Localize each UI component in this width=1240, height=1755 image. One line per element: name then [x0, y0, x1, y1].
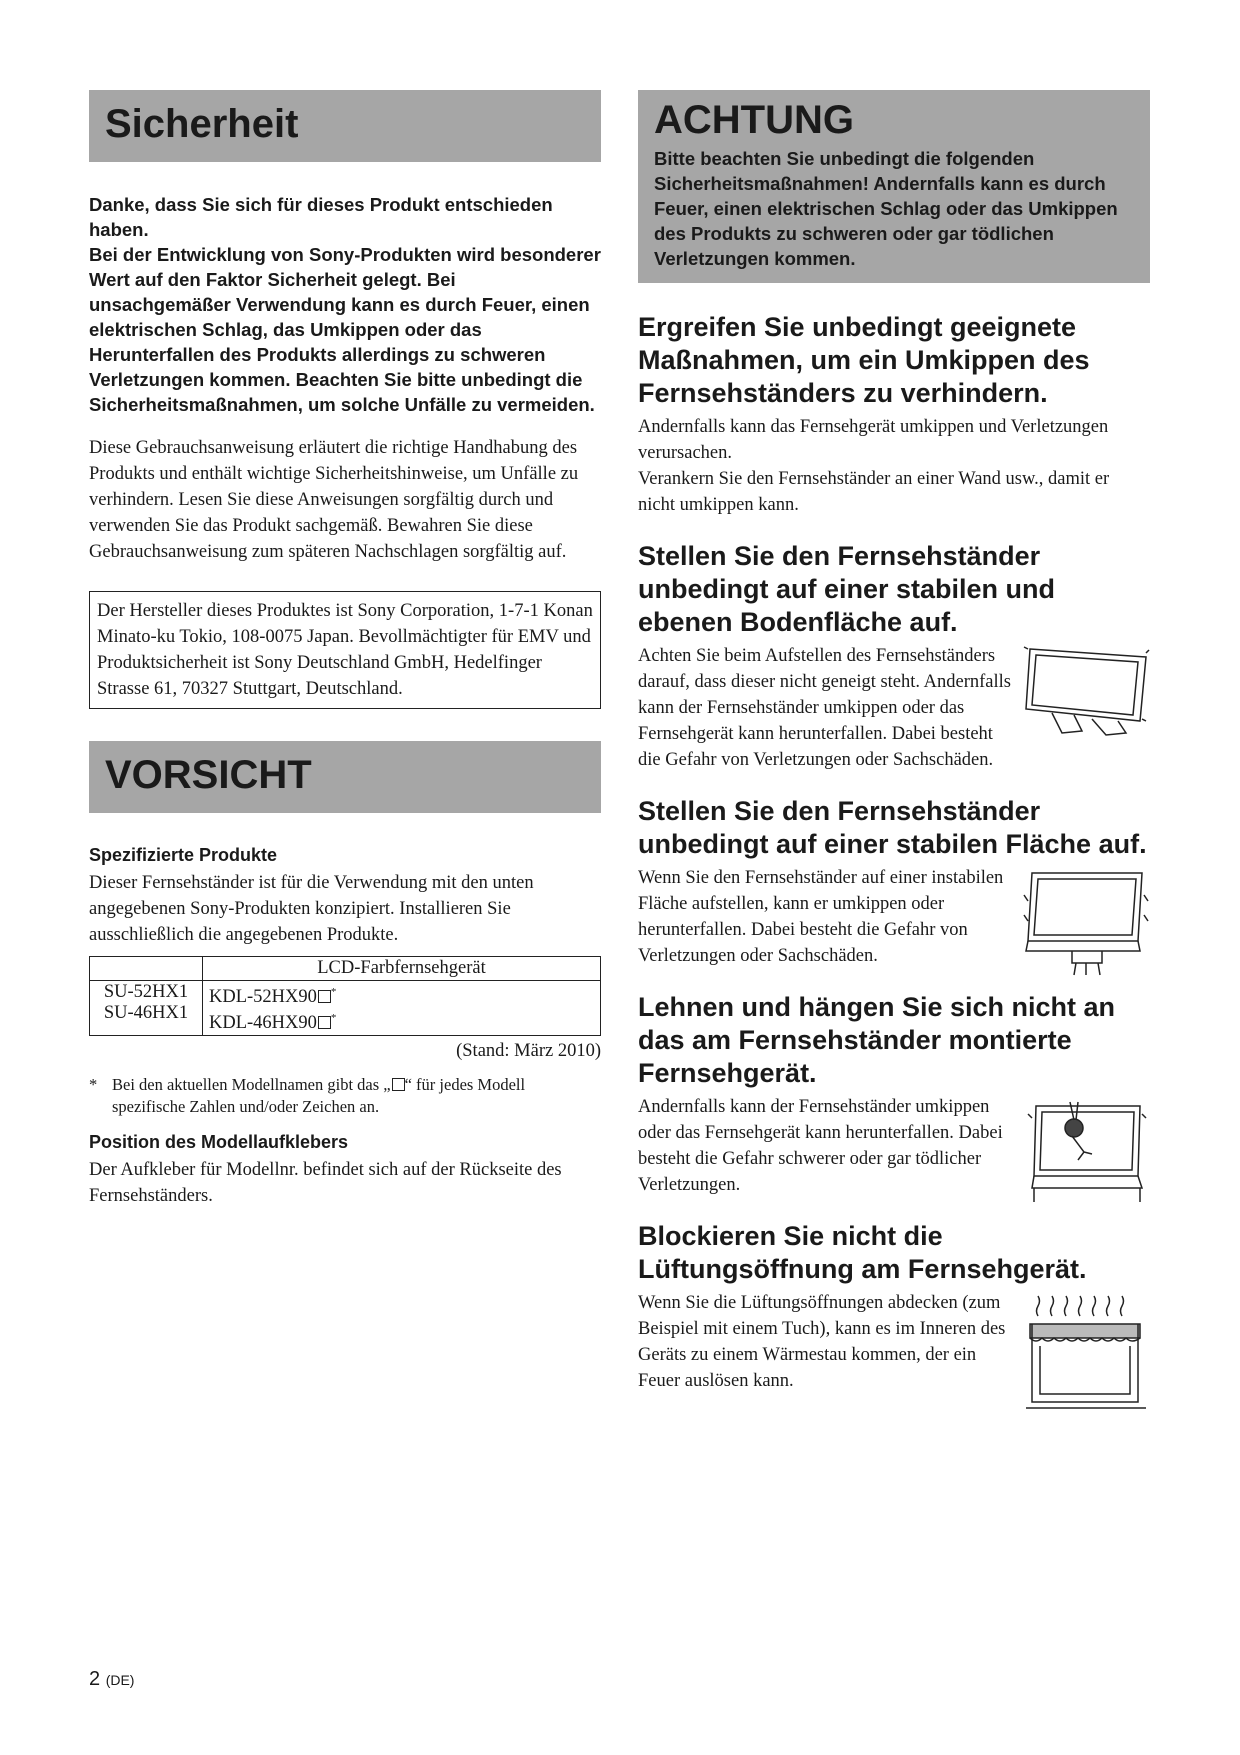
stand-model: SU-52HX1 — [103, 982, 189, 1002]
section-5-content — [638, 1290, 1150, 1394]
section-body: Andernfalls kann das Fernsehgerät umkippen und Verletzungen verursachen. Verankern Sie den Fernsehständer an einer Wand usw., damit er nicht umkippen kann. — [638, 417, 1110, 515]
manufacturer-box: Der Hersteller dieses Produktes ist Sony Corporation, 1-7-1 Konan Minato-ku Tokio, 108-0075 Japan. Bevollmächtigter für EMV und Produktsicherheit ist Sony Deutschland GmbH, Hedelfinger Strasse 61, 70327 Stuttgart, Deutschland. — [89, 591, 601, 709]
warning-title: ACHTUNG — [654, 98, 854, 142]
label-body: Der Aufkleber für Modellnr. befindet sich auf der Rückseite des Fernsehständers. — [89, 1160, 562, 1207]
caution-title: VORSICHT — [105, 753, 312, 797]
section-body: Wenn Sie die Lüftungsöffnungen abdecken (zum Beispiel mit einem Tuch), kann es im Inneren des Geräts zu einem Wärmestau kommen, der ein Feuer auslösen kann. — [638, 1293, 1006, 1391]
stand-model: SU-46HX1 — [103, 1003, 189, 1023]
tv-model: KDL-52HX90 * — [209, 986, 337, 1008]
section-body: Achten Sie beim Aufstellen des Fernsehständers darauf, dass dieser nicht geneigt steht. Andernfalls kann der Fernsehständer umkippen oder das Fernsehgerät kann herunterfallen. Dabei besteht die Gefahr von Verletzungen oder Sachschäden. — [638, 646, 1011, 770]
label-heading: Position des Modellaufklebers — [89, 1132, 349, 1153]
table-empty-cell — [90, 957, 203, 981]
placeholder-square-icon — [392, 1078, 405, 1091]
product-table — [89, 956, 601, 1036]
section-title: Stellen Sie den Fernsehständer unbedingt auf einer stabilen Fläche auf. — [638, 796, 1147, 859]
section-body: Andernfalls kann der Fernsehständer umkippen oder das Fernsehgerät kann herunterfallen. Dabei besteht die Gefahr schwerer oder gar tödlicher Verletzungen. — [638, 1097, 1003, 1195]
page-lang: (DE) — [105, 1672, 135, 1688]
footnote — [89, 1074, 601, 1118]
caution-banner — [89, 741, 601, 813]
table-header-cell: LCD-Farbfernsehgerät — [203, 957, 601, 981]
section-4-content — [638, 1094, 1150, 1198]
warning-body: Bitte beachten Sie unbedingt die folgenden Sicherheitsmaßnahmen! Andernfalls kann es durch Feuer, einen elektrischen Schlag oder das Umkippen des Produkts zu schweren oder gar tödlichen Verletzungen kommen. — [654, 148, 1118, 269]
spec-body: Dieser Fernsehständer ist für die Verwendung mit den unten angegebenen Sony-Produkten konzipiert. Installieren Sie ausschließlich die angegebenen Produkte. — [89, 873, 534, 945]
table-row — [90, 981, 601, 1036]
section-title: Ergreifen Sie unbedingt geeignete Maßnahmen, um ein Umkippen des Fernsehständers zu verhindern. — [638, 312, 1090, 408]
placeholder-square-icon — [318, 1016, 331, 1029]
section-title: Blockieren Sie nicht die Lüftungsöffnung am Fernsehgerät. — [638, 1221, 1087, 1284]
page-number: 2 (DE) — [89, 1668, 135, 1690]
warning-banner — [638, 90, 1150, 283]
safety-title: Sicherheit — [105, 102, 299, 146]
person-leaning-on-tv-illustration — [1022, 1094, 1150, 1206]
safety-banner — [89, 90, 601, 162]
table-header-row — [90, 957, 601, 981]
table-stand-cell — [90, 981, 203, 1036]
placeholder-square-icon — [318, 990, 331, 1003]
footnote-mark: * — [89, 1075, 98, 1095]
right-column — [638, 90, 1150, 1414]
footnote-text: Bei den aktuellen Modellnamen gibt das „ “ für jedes Modell spezifische Zahlen und/oder Zeichen an. — [112, 1075, 526, 1117]
table-tv-cell — [203, 981, 601, 1036]
covered-vent-illustration — [1022, 1290, 1150, 1414]
section-body: Wenn Sie den Fernsehständer auf einer instabilen Fläche aufstellen, kann er umkippen oder herunterfallen. Dabei besteht die Gefahr von Verletzungen oder Sachschäden. — [638, 868, 1004, 966]
unstable-surface-illustration — [1022, 865, 1150, 977]
section-2-content — [638, 643, 1150, 773]
section-3-content — [638, 865, 1150, 969]
intro-body-text: Diese Gebrauchsanweisung erläutert die richtige Handhabung des Produkts und enthält wichtige Sicherheitshinweise, um Unfälle zu verhindern. Lesen Sie diese Anweisungen sorgfältig durch und verwenden Sie das Produkt sachgemäß. Bewahren Sie diese Gebrauchsanweisung zum späteren Nachschlagen sorgfältig auf. — [89, 438, 579, 562]
tilted-tv-stand-illustration — [1022, 643, 1150, 739]
stand-date: (Stand: März 2010) — [456, 1041, 601, 1062]
tv-model: KDL-46HX90 * — [209, 1012, 337, 1034]
section-title: Lehnen und hängen Sie sich nicht an das am Fernsehständer montierte Fernsehgerät. — [638, 992, 1116, 1088]
left-column — [89, 90, 601, 1209]
section-title: Stellen Sie den Fernsehständer unbedingt auf einer stabilen und ebenen Bodenfläche auf. — [638, 541, 1056, 637]
intro-bold-text: Danke, dass Sie sich für dieses Produkt entschieden haben. Bei der Entwicklung von Sony-Produkten wird besonderer Wert auf den Faktor Sicherheit gelegt. Bei unsachgemäßer Verwendung kann es durch Feuer, einen elektrischen Schlag, das Umkippen oder das Herunterfallen des Produkts allerdings zu schweren Verletzungen kommen. Beachten Sie bitte unbedingt die Sicherheitsmaßnahmen, um solche Unfälle zu vermeiden. — [89, 194, 601, 415]
spec-heading: Spezifizierte Produkte — [89, 845, 278, 865]
